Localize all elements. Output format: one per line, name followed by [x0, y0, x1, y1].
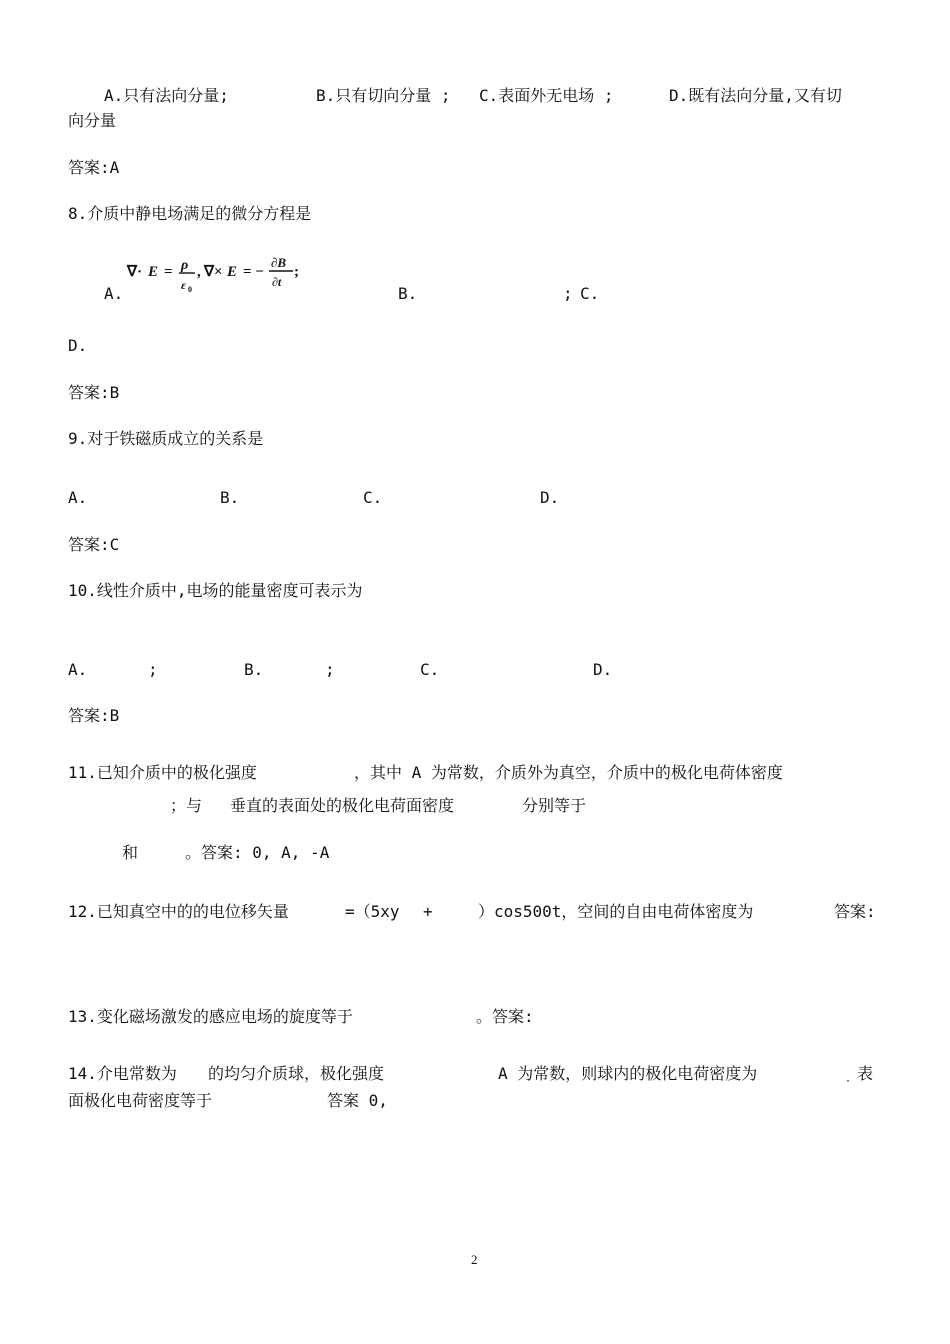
q8-option-d: D. [68, 336, 88, 355]
epsilon-symbol: ε [181, 278, 186, 292]
epsilon-subscript: 0 [188, 285, 192, 294]
q11-line3-part2: 。答案: 0, A, -A [185, 843, 330, 862]
q8-option-a: A. [104, 284, 124, 303]
q10-option-a-separator: ; [148, 660, 158, 679]
q8-option-b-separator: ; [563, 284, 573, 303]
vector-e: E [227, 264, 238, 280]
q14-line2-part2: 答案 0, [327, 1091, 388, 1110]
q9-answer: 答案:C [68, 535, 120, 554]
q14-part1: 14.介电常数为 [68, 1064, 177, 1083]
q11-line2-part2: 垂直的表面处的极化电荷面密度 [230, 796, 455, 815]
rho-symbol: ρ [181, 258, 189, 273]
comma: , [197, 264, 201, 280]
q7-option-d-continued: 向分量 [68, 111, 117, 130]
q12-answer: 答案: [834, 902, 876, 921]
q10-option-b: B. [244, 660, 264, 679]
q12-part4: ）cos500t，空间的自由电荷体密度为 [478, 902, 754, 921]
nabla-dot: ∇· [127, 264, 143, 280]
q11-line2-part1: ；与 [170, 796, 203, 815]
q11-line3-part1: 和 [122, 843, 139, 862]
q14-part2: 的均匀介质球，极化强度 [208, 1064, 385, 1083]
q13-stem: 13.变化磁场激发的感应电场的旋度等于 [68, 1007, 353, 1026]
q11-line2-part3: 分别等于 [522, 796, 587, 815]
q14-part4: 表 [857, 1064, 874, 1083]
q8-option-c: C. [580, 284, 600, 303]
q11-stem-part2: ，其中 A 为常数，介质外为真空，介质中的极化电荷体密度 [354, 763, 783, 782]
q9-option-d: D. [540, 488, 560, 507]
q8-answer: 答案:B [68, 383, 120, 402]
q7-option-a: A.只有法向分量; [104, 86, 229, 105]
q12-part2: =（5xy [345, 902, 400, 921]
equals-sign: = [164, 264, 173, 280]
q7-option-b: B.只有切向分量 ; [316, 86, 451, 105]
q10-option-d: D. [593, 660, 613, 679]
q14-dot: · [845, 1076, 852, 1087]
partial-b: ∂B [271, 255, 287, 270]
equals-minus: = − [243, 264, 264, 280]
q12-part1: 12.已知真空中的的电位移矢量 [68, 902, 289, 921]
q11-stem-part1: 11.已知介质中的极化强度 [68, 763, 257, 782]
q10-option-a: A. [68, 660, 88, 679]
q10-stem: 10.线性介质中,电场的能量密度可表示为 [68, 581, 363, 600]
q8-stem: 8.介质中静电场满足的微分方程是 [68, 204, 312, 223]
q10-option-c: C. [420, 660, 440, 679]
q10-option-b-separator: ; [325, 660, 335, 679]
q7-option-d: D.既有法向分量,又有切 [669, 86, 842, 105]
q7-answer: 答案:A [68, 158, 120, 177]
q8-formula-a [125, 254, 305, 296]
q10-answer: 答案:B [68, 706, 120, 725]
page-number: 2 [471, 1252, 478, 1267]
q13-answer: 。答案: [476, 1007, 534, 1026]
q9-stem: 9.对于铁磁质成立的关系是 [68, 429, 264, 448]
q12-part3: + [423, 902, 433, 921]
q8-option-b: B. [398, 284, 418, 303]
vector-e: E [148, 264, 159, 280]
q14-line2-part1: 面极化电荷密度等于 [68, 1091, 213, 1110]
nabla-cross: ∇× [204, 264, 223, 280]
q9-option-b: B. [220, 488, 240, 507]
q9-option-a: A. [68, 488, 88, 507]
q7-option-c: C.表面外无电场 ; [479, 86, 614, 105]
semicolon: ; [294, 264, 299, 280]
q9-option-c: C. [363, 488, 383, 507]
partial-t: ∂t [272, 275, 282, 289]
q14-part3: A 为常数，则球内的极化电荷密度为 [498, 1064, 758, 1083]
